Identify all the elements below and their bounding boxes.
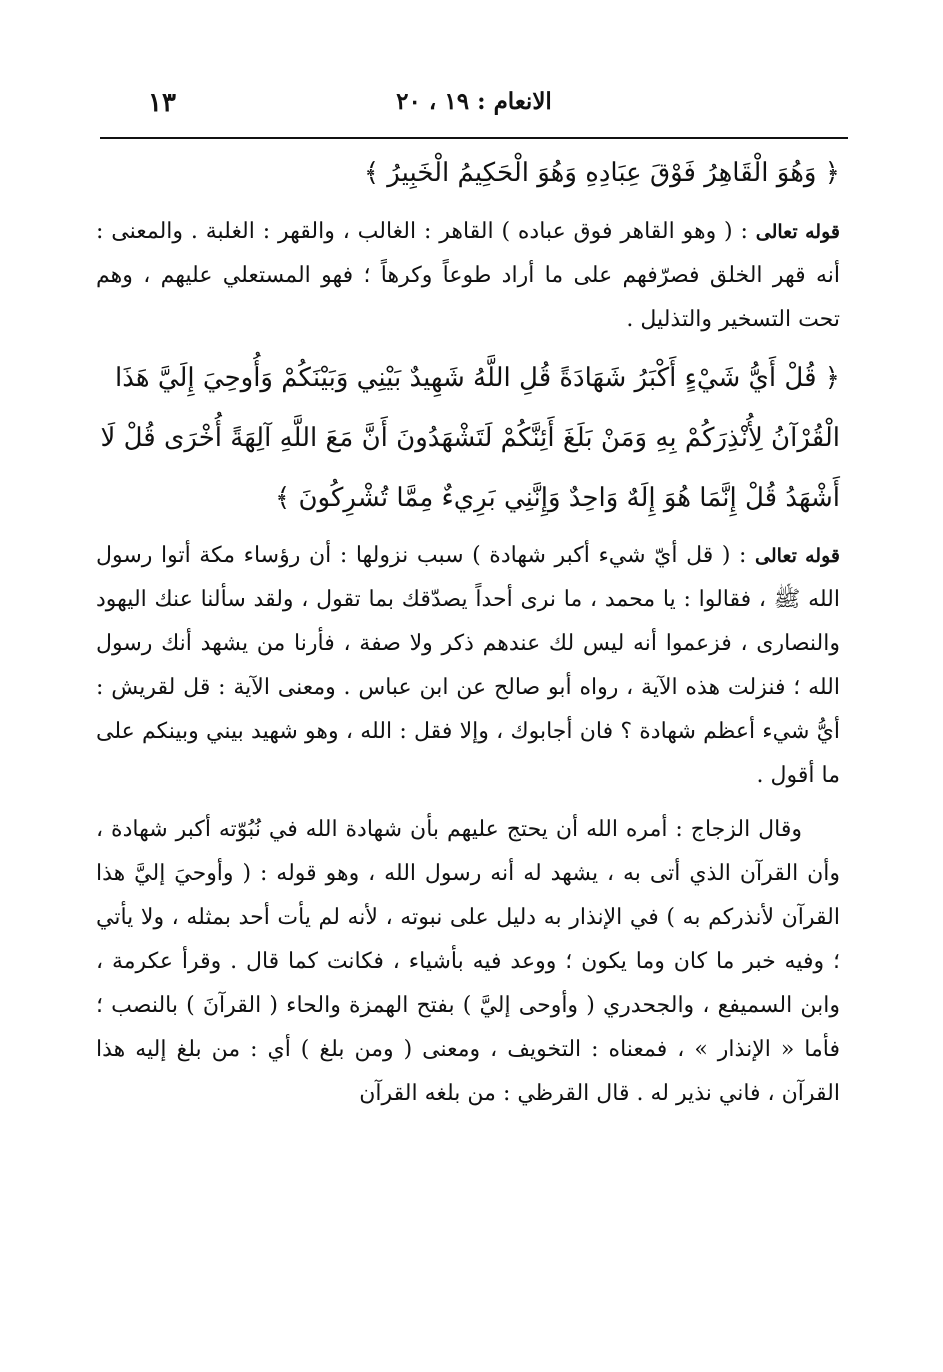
running-title: الانعام : ١٩ ، ٢٠ (396, 88, 552, 115)
page-header (100, 88, 848, 128)
paragraph-lead: قوله تعالى (755, 545, 840, 567)
quran-verse: ﴿ قُلْ أَيُّ شَيْءٍ أَكْبَرُ شَهَادَةً قُلِ اللَّهُ شَهِيدٌ بَيْنِي وَبَيْنَكُمْ وَأُوحِيَ إِلَيَّ هَذَا الْقُرْآنُ لِأُنْذِرَكُمْ بِهِ وَمَنْ بَلَغَ أَئِنَّكُمْ لَتَشْهَدُونَ أَنَّ مَعَ اللَّهِ آلِهَةً أُخْرَى قُلْ لَا أَشْهَدُ قُلْ إِنَّمَا هُوَ إِلَهٌ وَاحِدٌ وَإِنَّنِي بَرِيءٌ مِمَّا تُشْرِكُونَ ﴾ (100, 363, 840, 513)
page-number: ١٣ (148, 88, 176, 118)
paragraph-text: وقال الزجاج : أمره الله أن يحتج عليهم بأن شهادة الله في نُبُوّته أكبر شهادة ، وأن القرآن الذي أتى به ، يشهد له أنه رسول الله ، وهو قوله : ( وأوحيَ إليَّ هذا القرآن لأنذركم به ) في الإنذار به دليل على نبوته ، لأنه لم يأت أحد بمثله ، ولا يأتي ؛ وفيه خبر ما كان وما يكون ؛ ووعد فيه بأشياء ، فكانت كما قال . وقرأ عكرمة ، وابن السميفع ، والجحدري ( وأوحى إليَّ ) بفتح الهمزة والحاء ( القرآنَ ) بالنصب ؛ فأما « الإنذار » ، فمعناه : التخويف ، ومعنى ( ومن بلغ ) أي : من بلغ إليه هذا القرآن ، فاني نذير له . قال القرظي : من بلغه القرآن (96, 817, 840, 1106)
commentary-paragraph (96, 534, 840, 798)
paragraph-text: : ( قل أيّ شيء أكبر شهادة ) سبب نزولها : أن رؤساء مكة أتوا رسول الله ﷺ ، فقالوا : يا محمد ، ما نرى أحداً يصدّقك بما تقول ، ولقد سألنا عنك اليهود والنصارى ، فزعموا أنه ليس لك عندهم ذكر ولا صفة ، فأرنا من يشهد أنك رسول الله ؛ فنزلت هذه الآية ، رواه أبو صالح عن ابن عباس . ومعنى الآية : قل لقريش : أيُّ شيء أعظم شهادة ؟ فان أجابوك ، وإلا فقل : الله ، وهو شهيد بيني وبينكم على ما أقول . (96, 543, 840, 788)
commentary-paragraph (96, 808, 840, 1116)
commentary-paragraph (96, 210, 840, 342)
header-rule (100, 137, 848, 139)
page-body (96, 142, 840, 1116)
paragraph-lead: قوله تعالى (755, 221, 840, 243)
quran-verse: ﴿ وَهُوَ الْقَاهِرُ فَوْقَ عِبَادِهِ وَهُوَ الْحَكِيمُ الْخَبِيرُ ﴾ (363, 158, 840, 188)
paragraph-text: : ( وهو القاهر فوق عباده ) القاهر : الغالب ، والقهر : الغلبة . والمعنى : أنه قهر الخلق فصرّفهم على ما أراد طوعاً وكرهاً ؛ فهو المستعلي عليهم ، وهم تحت التسخير والتذليل . (96, 219, 840, 332)
